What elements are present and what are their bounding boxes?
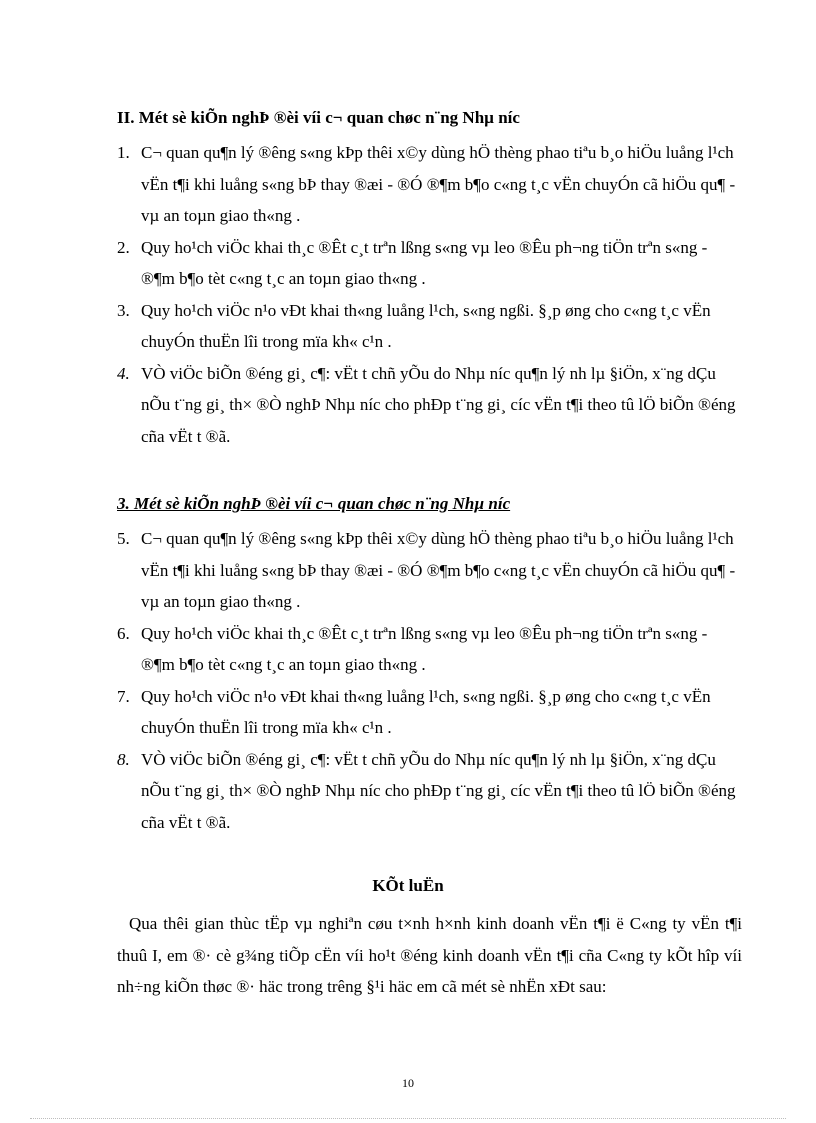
page-footer-divider <box>30 1118 786 1119</box>
conclusion-title: KÕt luËn <box>372 876 444 895</box>
page-number: 10 <box>402 1076 414 1090</box>
section-heading-italic: 3. Mét sè kiÕn nghÞ ®èi víi c¬ quan chøc n¨ng Nhµ níc <box>117 494 511 513</box>
conclusion-paragraph: Qua thêi gian thùc tËp vµ nghiªn cøu t×nh h×nh kinh doanh vËn t¶i ë C«ng ty vËn t¶i thuû I, em ®· cè g¾ng tiÕp cËn víi ho¹t ®éng kinh doanh vËn t¶i cña C«ng ty kÕt hîp víi nh÷ng kiÕn thøc ®· häc trong trêng §¹i häc em cã mét sè nhËn xÐt sau: <box>117 914 742 996</box>
list-item <box>117 232 742 295</box>
item-text: Quy ho¹ch viÖc khai th¸c ®Êt c¸t trªn lßng s«ng vµ leo ®Êu ph¬ng tiÖn trªn s«ng - ®¶m b¶o tèt c«ng t¸c an toµn giao th«ng . <box>141 237 708 288</box>
item-number: 5. <box>117 529 130 548</box>
list-item <box>117 681 742 744</box>
item-number: 3. <box>117 300 130 320</box>
recommendation-list <box>117 523 742 838</box>
item-number: 8. <box>117 749 130 769</box>
item-number: 7. <box>117 686 130 706</box>
list-item <box>117 295 742 358</box>
item-text: C¬ quan qu¶n lý ®êng s«ng kÞp thêi x©y dùng hÖ thèng phao tiªu b¸o hiÖu luång l¹ch vËn t¶i khi luång s«ng bÞ thay ®æi - ®Ó ®¶m b¶o c«ng t¸c vËn chuyÓn cã hiÖu qu¶ - vµ an toµn giao th«ng . <box>141 529 736 611</box>
list-item <box>117 358 742 453</box>
list-item <box>117 523 742 618</box>
list-item <box>117 744 742 839</box>
list-item <box>117 618 742 681</box>
item-number: 4. <box>117 363 130 383</box>
item-text: Quy ho¹ch viÖc n¹o vÐt khai th«ng luång l¹ch, s«ng ngßi. §¸p øng cho c«ng t¸c vËn chuyÓn thuËn lîi trong mïa kh« c¹n . <box>141 686 711 737</box>
list-item <box>117 137 742 232</box>
item-number: 6. <box>117 623 130 643</box>
recommendation-list <box>117 137 742 452</box>
item-number: 2. <box>117 237 130 257</box>
item-number: 1. <box>117 143 130 162</box>
item-text: VÒ viÖc biÕn ®éng gi¸ c¶: vËt t chñ yÕu do Nhµ níc qu¶n lý nh lµ §iÖn, x¨ng dÇu nÕu t¨ng gi¸ th× ®Ò nghÞ Nhµ níc cho phÐp t¨ng gi¸ cíc vËn t¶i theo tû lÖ biÕn ®éng cña vËt t ®ã. <box>141 363 736 446</box>
item-text: C¬ quan qu¶n lý ®êng s«ng kÞp thêi x©y dùng hÖ thèng phao tiªu b¸o hiÖu luång l¹ch vËn t¶i khi luång s«ng bÞ thay ®æi - ®Ó ®¶m b¶o c«ng t¸c vËn chuyÓn cã hiÖu qu¶ - vµ an toµn giao th«ng . <box>141 143 736 225</box>
item-text: VÒ viÖc biÕn ®éng gi¸ c¶: vËt t chñ yÕu do Nhµ níc qu¶n lý nh lµ §iÖn, x¨ng dÇu nÕu t¨ng gi¸ th× ®Ò nghÞ Nhµ níc cho phÐp t¨ng gi¸ cíc vËn t¶i theo tû lÖ biÕn ®éng cña vËt t ®ã. <box>141 749 736 832</box>
section-heading: II. Mét sè kiÕn nghÞ ®èi víi c¬ quan chøc n¨ng Nhµ níc <box>117 108 520 127</box>
item-text: Quy ho¹ch viÖc n¹o vÐt khai th«ng luång l¹ch, s«ng ngßi. §¸p øng cho c«ng t¸c vËn chuyÓn thuËn lîi trong mïa kh« c¹n . <box>141 300 711 351</box>
item-text: Quy ho¹ch viÖc khai th¸c ®Êt c¸t trªn lßng s«ng vµ leo ®Êu ph¬ng tiÖn trªn s«ng - ®¶m b¶o tèt c«ng t¸c an toµn giao th«ng . <box>141 623 708 674</box>
